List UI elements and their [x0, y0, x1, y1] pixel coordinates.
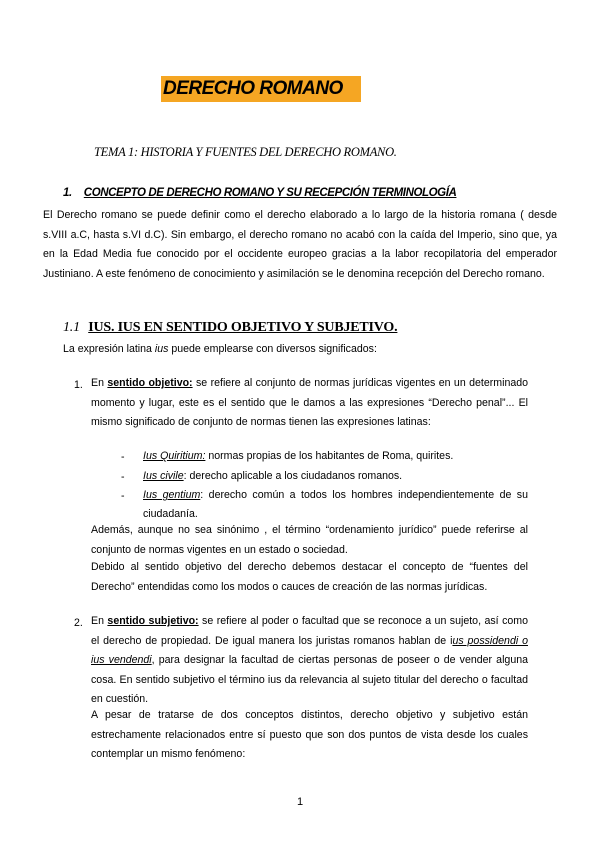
item-2-lead: En: [91, 615, 108, 627]
item-1-extra-1: Además, aunque no sea sinónimo , el término “ordenamiento jurídico” puede referirse al conjunto de normas vigentes en un estado o sociedad.: [91, 524, 528, 556]
sub-item-1: [143, 447, 528, 466]
sub-item-1-term: Ius Quiritium:: [143, 450, 206, 462]
sub-dash-3: -: [121, 490, 125, 502]
sub-item-2: [143, 467, 528, 486]
sub-dash-2: -: [121, 471, 125, 483]
item-2-term-2: us possidendi o ius vendendi: [91, 634, 528, 666]
list-marker-2: 2.: [74, 617, 83, 629]
sub-item-2-term: Ius civile: [143, 470, 184, 482]
item-2-extra: A pesar de tratarse de dos conceptos distintos, derecho objetivo y subjetivo están estrechamente relacionados entre sí puesto que son dos puntos de vista desde los cuales contemplar un mismo fenómeno:: [91, 709, 528, 760]
item-2-text-a: se refiere al poder o facultad que se reconoce a un sujeto, así como el derecho de propiedad. De igual manera los juristas romanos hablan de i: [91, 615, 528, 647]
section-1-number: 1.: [63, 187, 72, 199]
topic-heading: TEMA 1: HISTORIA Y FUENTES DEL DERECHO ROMANO.: [94, 145, 397, 159]
section-1-heading: [63, 187, 456, 199]
document-title: DERECHO ROMANO: [161, 76, 361, 102]
section-1-1-number: 1.1: [63, 320, 80, 335]
item-1-text: se refiere al conjunto de normas jurídicas vigentes en un determinado momento y lugar, este es el sentido que le damos a las expresiones “Derecho penal”... El mismo significado de conjunto de normas tienen las expresiones latinas:: [91, 377, 529, 428]
sub-item-3-text: : derecho común a todos los hombres independientemente de su ciudadanía.: [143, 489, 528, 520]
sub-item-2-text: : derecho aplicable a los ciudadanos romanos.: [183, 470, 403, 482]
sub-item-3-term: Ius gentium: [143, 489, 201, 501]
page-number: 1: [296, 796, 304, 808]
item-2-text-b: , para designar la facultad de ciertas personas de poseer o de vender alguna cosa. En sentido subjetivo el término ius da relevancia al sujeto titular del derecho o facultad en cuestión.: [91, 654, 528, 705]
intro-text-a: La expresión latina: [63, 343, 155, 355]
item-1-term: sentido objetivo:: [107, 377, 193, 389]
item-1-extra-2: Debido al sentido objetivo del derecho debemos destacar el concepto de “fuentes del Derecho” entendidas como los modos o cauces de creación de las normas jurídicas.: [91, 561, 528, 593]
section-1-1-heading: [63, 320, 397, 336]
sub-item-3: [143, 486, 528, 524]
section-1-1-intro: [63, 340, 377, 358]
list-marker-1: 1.: [74, 379, 83, 391]
sub-dash-1: -: [121, 451, 125, 463]
item-1-paragraph: [91, 374, 528, 433]
sub-item-1-text: normas propias de los habitantes de Roma, quirites.: [205, 450, 454, 462]
item-2-term: sentido subjetivo:: [107, 615, 199, 627]
section-1-1-title: IUS. IUS EN SENTIDO OBJETIVO Y SUBJETIVO.: [88, 320, 398, 335]
section-1-title: CONCEPTO DE DERECHO ROMANO Y SU RECEPCIÓN TERMINOLOGÍA: [83, 187, 457, 199]
item-2-paragraph: [91, 612, 528, 710]
item-1-lead: En: [91, 377, 108, 389]
intro-text-b: puede emplearse con diversos significados:: [168, 343, 377, 355]
intro-ius-term: ius: [154, 343, 169, 355]
section-1-paragraph: El Derecho romano se puede definir como el derecho elaborado a lo largo de la historia romana ( desde s.VIII a.C, hasta s.VI d.C). Sin embargo, el derecho romano no acabó con la caída del Imperio, sino que, ya en la Edad Media fue conocido por el occidente europeo gracias a la labor recopilatoria del emperador Justiniano. A este fenómeno de conocimiento y asimilación se le denomina recepción del Derecho romano.: [43, 209, 557, 280]
